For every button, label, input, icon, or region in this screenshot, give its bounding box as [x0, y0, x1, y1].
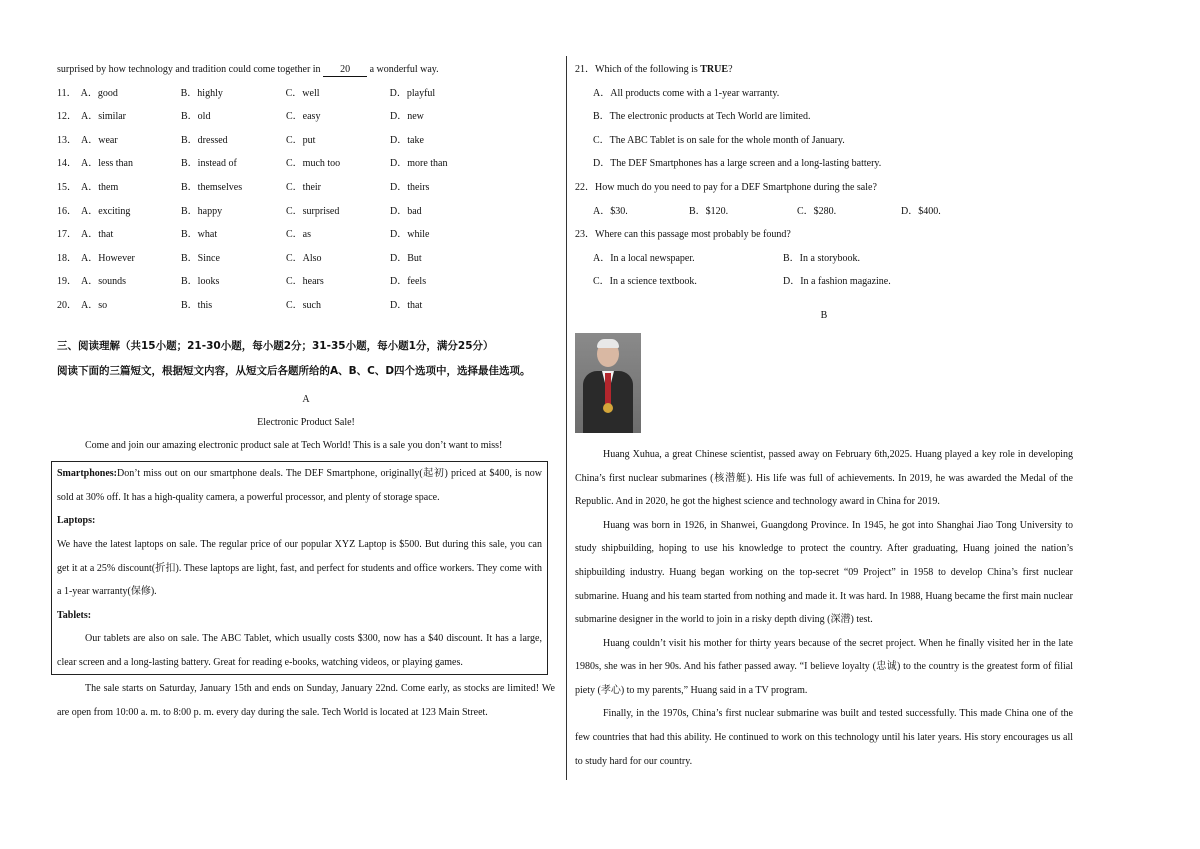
option-a: A．them [81, 181, 119, 193]
option-a: A．similar [81, 111, 126, 123]
option-b: B．looks [181, 276, 220, 288]
option-b: B．old [181, 111, 211, 123]
q22-options [575, 200, 1073, 224]
tablets-label: Tablets: [57, 609, 92, 621]
option-number: 13． [57, 134, 77, 146]
option-a: A．wear [81, 134, 118, 146]
q23-options-row1 [575, 247, 1073, 271]
option-number: 18． [57, 252, 77, 264]
smartphones-label: Smartphones: [57, 468, 118, 480]
option-number: 17． [57, 229, 77, 241]
sentence-start: surprised by how technology and tradition could come together in [57, 64, 324, 75]
option-a: A．sounds [81, 276, 127, 288]
question-23: 23．Where can this passage most probably be found? [575, 229, 791, 241]
option-c: C．easy [286, 111, 321, 123]
option-b: B．instead of [181, 158, 237, 170]
option-d: D．bad [390, 205, 422, 217]
option-b: B．this [181, 299, 213, 311]
q21-option-c: C．The ABC Tablet is on sale for the whole month of January. [593, 134, 845, 146]
cloze-option-row [57, 223, 555, 247]
option-c: C．as [286, 229, 311, 241]
option-a: A．less than [81, 158, 133, 170]
cloze-option-row [57, 270, 555, 294]
option-c: C．surprised [286, 205, 340, 217]
q22-option-d: D．$400. [901, 205, 941, 217]
option-b: B．what [181, 229, 218, 241]
cloze-option-row [57, 129, 555, 153]
option-b: B．happy [181, 205, 223, 217]
cloze-option-row [57, 294, 555, 318]
product-box [51, 461, 548, 675]
section-instructions: 阅读下面的三篇短文，根据短文内容，从短文后各题所给的A、B、C、D四个选项中，选择最佳选项。 [57, 364, 531, 377]
option-d: D．playful [389, 87, 436, 99]
option-c: C．their [286, 181, 321, 193]
laptops-text: We have the latest laptops on sale. The regular price of our popular XYZ Laptop is $500. But during this sale, you can get it at a 25% discount(折扣). These laptops are light, fast, and perfect for students and office workers. They come with a 1-year warranty(保修). [57, 538, 542, 598]
option-a: A．that [81, 229, 114, 241]
column-divider [566, 56, 567, 780]
option-b: B．Since [181, 252, 220, 264]
cloze-option-row [57, 82, 555, 106]
option-c: C．put [286, 134, 316, 146]
left-column [57, 58, 555, 725]
option-c: C．well [285, 87, 320, 99]
q21-prompt: 21．Which of the following is [575, 64, 701, 75]
option-d: D．But [390, 252, 422, 264]
option-d: D．that [390, 299, 423, 311]
section-title: 三、阅读理解（共15小题；21-30小题，每小题2分；31-35小题，每小题1分，满分25分） [57, 339, 494, 352]
option-d: D．while [390, 229, 430, 241]
smartphones-text: Don’t miss out on our smartphone deals. The DEF Smartphone, originally(起初) priced at $400, is now sold at 30% off. It has a high-quality camera, a powerful processor, and plenty of storage space. [57, 468, 542, 503]
q23-option-b: B．In a storybook. [783, 252, 860, 264]
q21-prompt-end: ? [728, 64, 733, 75]
option-d: D．feels [390, 276, 427, 288]
q22-option-b: B．$120. [689, 205, 729, 217]
question-22: 22．How much do you need to pay for a DEF Smartphone during the sale? [575, 181, 877, 193]
option-a: A．exciting [81, 205, 131, 217]
passage-b-letter: B [820, 309, 828, 321]
option-a: A．so [81, 299, 108, 311]
option-d: D．take [390, 134, 424, 146]
cloze-option-row [57, 152, 555, 176]
option-number: 14． [57, 158, 77, 170]
question-21 [575, 58, 1073, 82]
passage-b-paragraph-1: Huang Xuhua, a great Chinese scientist, passed away on February 6th,2025. Huang played a key role in developing China’s first nuclear submarines (核潜艇). His life was full of achievements. In 2019, he was awarded the Medal of the Republic. And in 2020, he got the highest science and technology award in China for 2019. [575, 448, 1073, 508]
option-a: A．good [80, 87, 118, 99]
right-column [575, 58, 1073, 773]
option-d: D．more than [390, 158, 448, 170]
q22-option-c: C．$280. [797, 205, 837, 217]
q21-option-d: D．The DEF Smartphones has a large screen and a long-lasting battery. [593, 158, 882, 170]
passage-b-paragraph-3: Huang couldn’t visit his mother for thirty years because of the secret project. When he finally visited her in the late 1980s, she was in her 90s. And his father passed away. “I believe loyalty (忠诚) to the country is the greatest form of filial piety (孝心) to my parents,” Huang said in a TV program. [575, 637, 1073, 696]
option-number: 12． [57, 111, 77, 123]
cloze-option-row [57, 247, 555, 271]
cloze-options-list [57, 82, 555, 318]
passage-a-intro: Come and join our amazing electronic product sale at Tech World! This is a sale you don’t want to miss! [85, 439, 503, 451]
option-number: 19． [57, 276, 77, 288]
option-b: B．dressed [181, 134, 228, 146]
option-number: 11． [57, 87, 77, 99]
passage-a-closing: The sale starts on Saturday, January 15th and ends on Sunday, January 22nd. Come early, as stocks are limited! We are open from 10:00 a. m. to 8:00 p. m. every day during the sale. Tech World is located at 123 Main Street. [57, 683, 555, 719]
cloze-option-row [57, 200, 555, 224]
option-number: 15． [57, 181, 77, 193]
option-a: A．However [81, 252, 135, 264]
q21-emphasis: TRUE [700, 64, 729, 75]
option-c: C．Also [286, 252, 322, 264]
q21-option-b: B．The electronic products at Tech World are limited. [593, 111, 811, 123]
option-d: D．new [390, 111, 424, 123]
option-number: 16． [57, 205, 77, 217]
option-c: C．hears [286, 276, 324, 288]
passage-a-title: Electronic Product Sale! [257, 416, 355, 428]
option-c: C．much too [286, 158, 341, 170]
option-c: C．such [286, 299, 321, 311]
option-b: B．highly [180, 87, 223, 99]
cloze-option-row [57, 105, 555, 129]
q22-option-a: A．$30. [593, 205, 628, 217]
option-number: 20． [57, 299, 77, 311]
tablets-text: Our tablets are also on sale. The ABC Tablet, which usually costs $300, now has a $40 discount. It has a large, clear screen and a long-lasting battery. Great for reading e-books, watching videos, or playing games. [57, 633, 542, 668]
sentence-end: a wonderful way. [367, 64, 439, 75]
laptops-label: Laptops: [57, 515, 96, 527]
q23-option-c: C．In a science textbook. [593, 276, 697, 288]
passage-b-paragraph-4: Finally, in the 1970s, China’s first nuclear submarine was built and tested successfully. This made China one of the few countries that had this ability. He continued to work on this technology until his later years. His story encourages us all to study hard for our country. [575, 708, 1073, 767]
q21-option-a: A．All products come with a 1-year warranty. [593, 87, 780, 99]
cloze-option-row [57, 176, 555, 200]
q23-option-d: D．In a fashion magazine. [783, 276, 891, 288]
cloze-final-sentence [57, 58, 555, 82]
passage-a-letter: A [302, 393, 310, 405]
q23-options-row2 [575, 270, 1073, 294]
q23-option-a: A．In a local newspaper. [593, 252, 695, 264]
passage-b-paragraph-2: Huang was born in 1926, in Shanwei, Guangdong Province. In 1945, he got into Shanghai Jiao Tong University to study shipbuilding, hoping to use his knowledge to protect the country. After graduating, Huang joined the nation’s shipbuilding industry. Huang began working on the top-secret “09 Project” in 1958 to develop China’s first nuclear submarine. Huang and his team started from nothing and made it. It was hard. In 1988, Huang became the first main nuclear submarine designer in the world to join in a risky depth diving (深潜) test. [575, 519, 1073, 626]
option-d: D．theirs [390, 181, 430, 193]
option-b: B．themselves [181, 181, 243, 193]
blank-20: 20 [323, 64, 367, 77]
portrait-photo [575, 333, 641, 433]
